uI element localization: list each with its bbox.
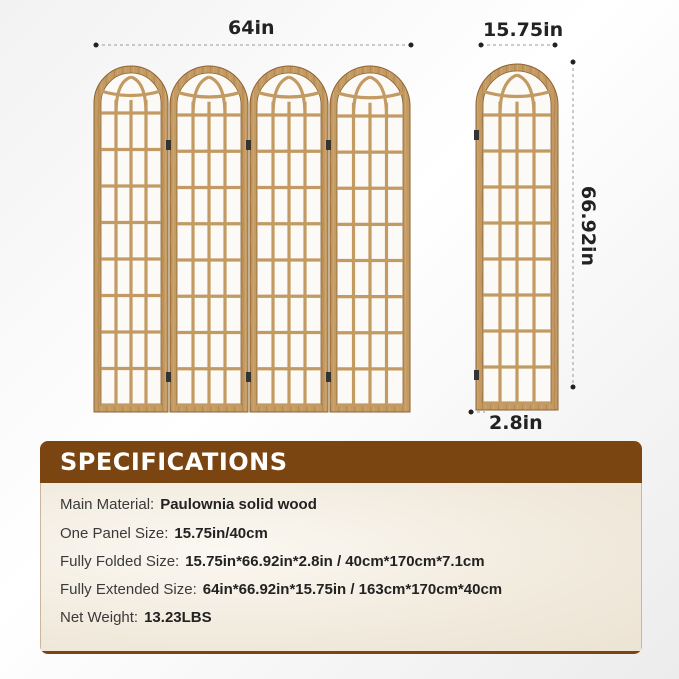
hinge-icon [474,370,479,380]
screen-panel [170,66,248,412]
panel-height-label: 66.92in [577,185,600,267]
panel-width-label: 15.75in [483,19,564,41]
dim-dot [409,43,414,48]
dim-dot [571,385,576,390]
spec-value: 15.75in/40cm [174,525,268,542]
panel-depth-label: 2.8in [489,412,543,434]
spec-label: Fully Extended Size: [60,581,197,598]
specifications-panel [40,441,642,654]
single-panel [476,64,558,410]
hinge-icon [166,372,171,382]
spec-label: Main Material: [60,496,155,513]
dim-dot [479,43,484,48]
width-dimension-label: 64in [228,17,275,39]
dim-dot [553,43,558,48]
specifications-title: SPECIFICATIONS [60,448,288,476]
spec-value: 64in*66.92in*15.75in / 163cm*170cm*40cm [202,581,503,598]
hinge-icon [246,372,251,382]
spec-value: 15.75in*66.92in*2.8in / 40cm*170cm*7.1cm [185,553,485,570]
spec-row [60,496,317,513]
spec-label: Net Weight: [60,609,139,626]
screen-panel [330,66,410,412]
screen-panel [94,66,168,412]
dim-dot [469,410,474,415]
spec-label: Fully Folded Size: [60,553,180,570]
hinge-icon [326,372,331,382]
specifications-header [40,441,642,483]
spec-row [60,581,502,598]
spec-row [60,525,268,542]
hinge-icon [474,130,479,140]
screen-panel [250,66,328,412]
specifications-body [40,483,642,654]
dim-dot [571,60,576,65]
spec-row [60,609,212,626]
spec-value: 13.23LBS [144,609,212,626]
spec-label: One Panel Size: [60,525,169,542]
hinge-icon [166,140,171,150]
dim-dot [94,43,99,48]
hinge-icon [246,140,251,150]
spec-row [60,553,485,570]
hinge-icon [326,140,331,150]
spec-value: Paulownia solid wood [160,496,317,513]
